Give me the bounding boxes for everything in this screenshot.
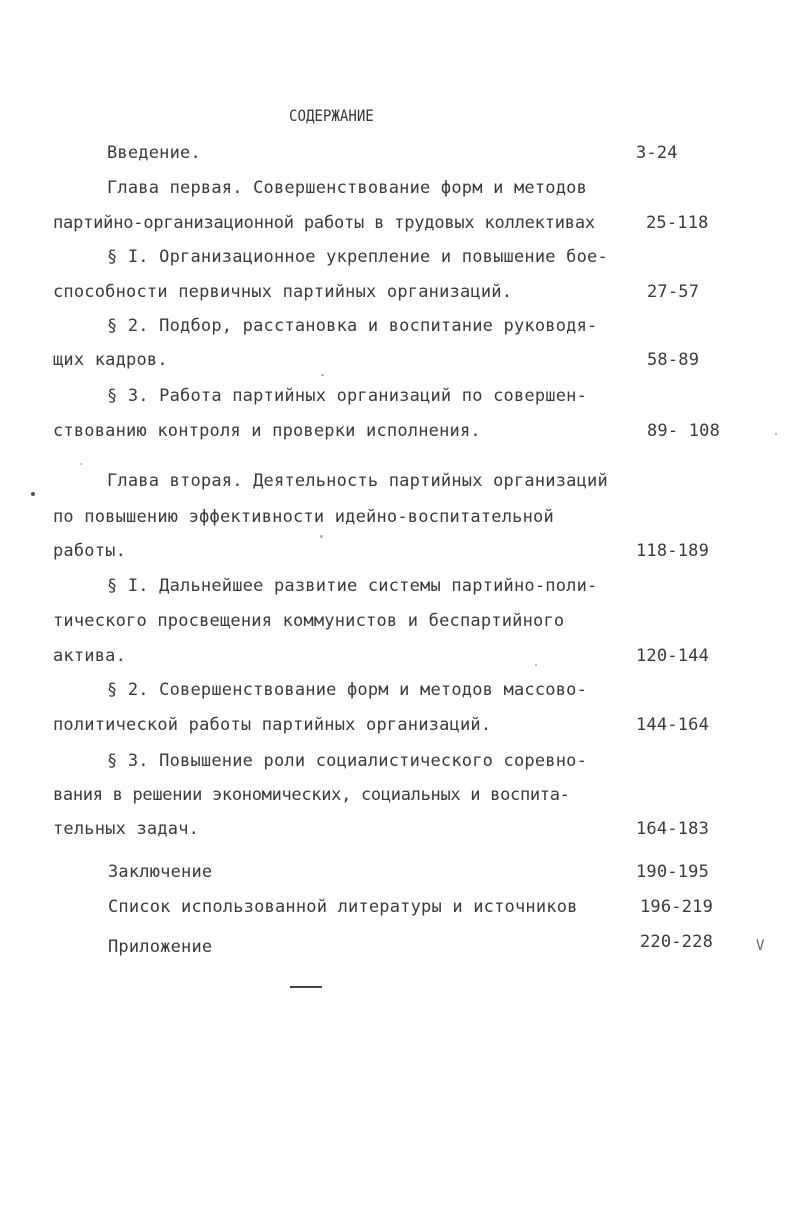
toc-intro-pages: 3-24 [636,143,678,163]
toc-conclusion: Заключение [108,862,213,882]
toc-literature-pages: 196-219 [640,897,714,917]
toc-ch2-section2-line2: политической работы партийных организаций. [53,715,492,735]
toc-conclusion-pages: 190-195 [636,862,710,882]
scan-speck [80,463,82,465]
toc-ch2-section3-line2: вания в решении экономических, социальных и воспита- [53,785,570,805]
toc-chapter1-pages: 25-118 [646,213,709,233]
toc-literature: Список использованной литературы и источников [108,897,578,917]
toc-ch1-section1-pages: 27-57 [647,282,700,302]
toc-ch2-section2-line1: § 2. Совершенствование форм и методов массово- [107,680,588,700]
margin-check-mark: V [756,938,765,954]
toc-ch1-section1-line1: § I. Организационное укрепление и повышение бое- [107,247,608,267]
toc-ch1-section3-line1: § 3. Работа партийных организаций по совершен- [107,386,588,406]
toc-intro: Введение. [107,143,201,163]
toc-ch2-section3-line1: § 3. Повышение роли социалистического соревно- [107,751,588,771]
toc-ch2-section3-pages: 164-183 [636,819,710,839]
toc-ch2-section2-pages: 144-164 [636,715,710,735]
toc-ch2-section1-line1: § I. Дальнейшее развитие системы партийно-поли- [107,576,598,596]
toc-ch1-section1-line2: способности первичных партийных организаций. [53,282,513,302]
toc-chapter1-line2: партийно-организационной работы в трудовых коллективах [53,213,595,233]
scan-speck [320,535,323,538]
toc-title: СОДЕРЖАНИЕ [289,106,374,125]
toc-ch1-section3-pages: 89- 108 [647,421,721,441]
toc-chapter2-line3: работы. [53,541,127,561]
end-dash [290,986,322,988]
toc-ch1-section2-line2: щих кадров. [53,350,168,370]
toc-ch2-section1-pages: 120-144 [636,646,710,666]
toc-ch2-section1-line3: актива. [53,646,127,666]
scan-speck [31,492,35,496]
toc-ch1-section2-pages: 58-89 [647,350,700,370]
toc-appendix: Приложение [108,937,213,957]
scan-speck [535,664,537,666]
toc-appendix-pages: 220-228 [640,932,714,952]
toc-ch1-section3-line2: ствованию контроля и проверки исполнения. [53,421,481,441]
toc-chapter2-line2: по повышению эффективности идейно-воспитательной [53,507,554,527]
toc-chapter2-line1: Глава вторая. Деятельность партийных организаций [107,471,608,491]
toc-ch2-section3-line3: тельных задач. [53,819,200,839]
toc-chapter1-line1: Глава первая. Совершенствование форм и методов [107,178,588,198]
toc-ch2-section1-line2: тического просвещения коммунистов и беспартийного [53,611,565,631]
toc-chapter2-pages: 118-189 [636,541,710,561]
scan-speck [775,433,777,435]
scan-speck [321,374,324,376]
toc-ch1-section2-line1: § 2. Подбор, расстановка и воспитание руководя- [107,316,598,336]
